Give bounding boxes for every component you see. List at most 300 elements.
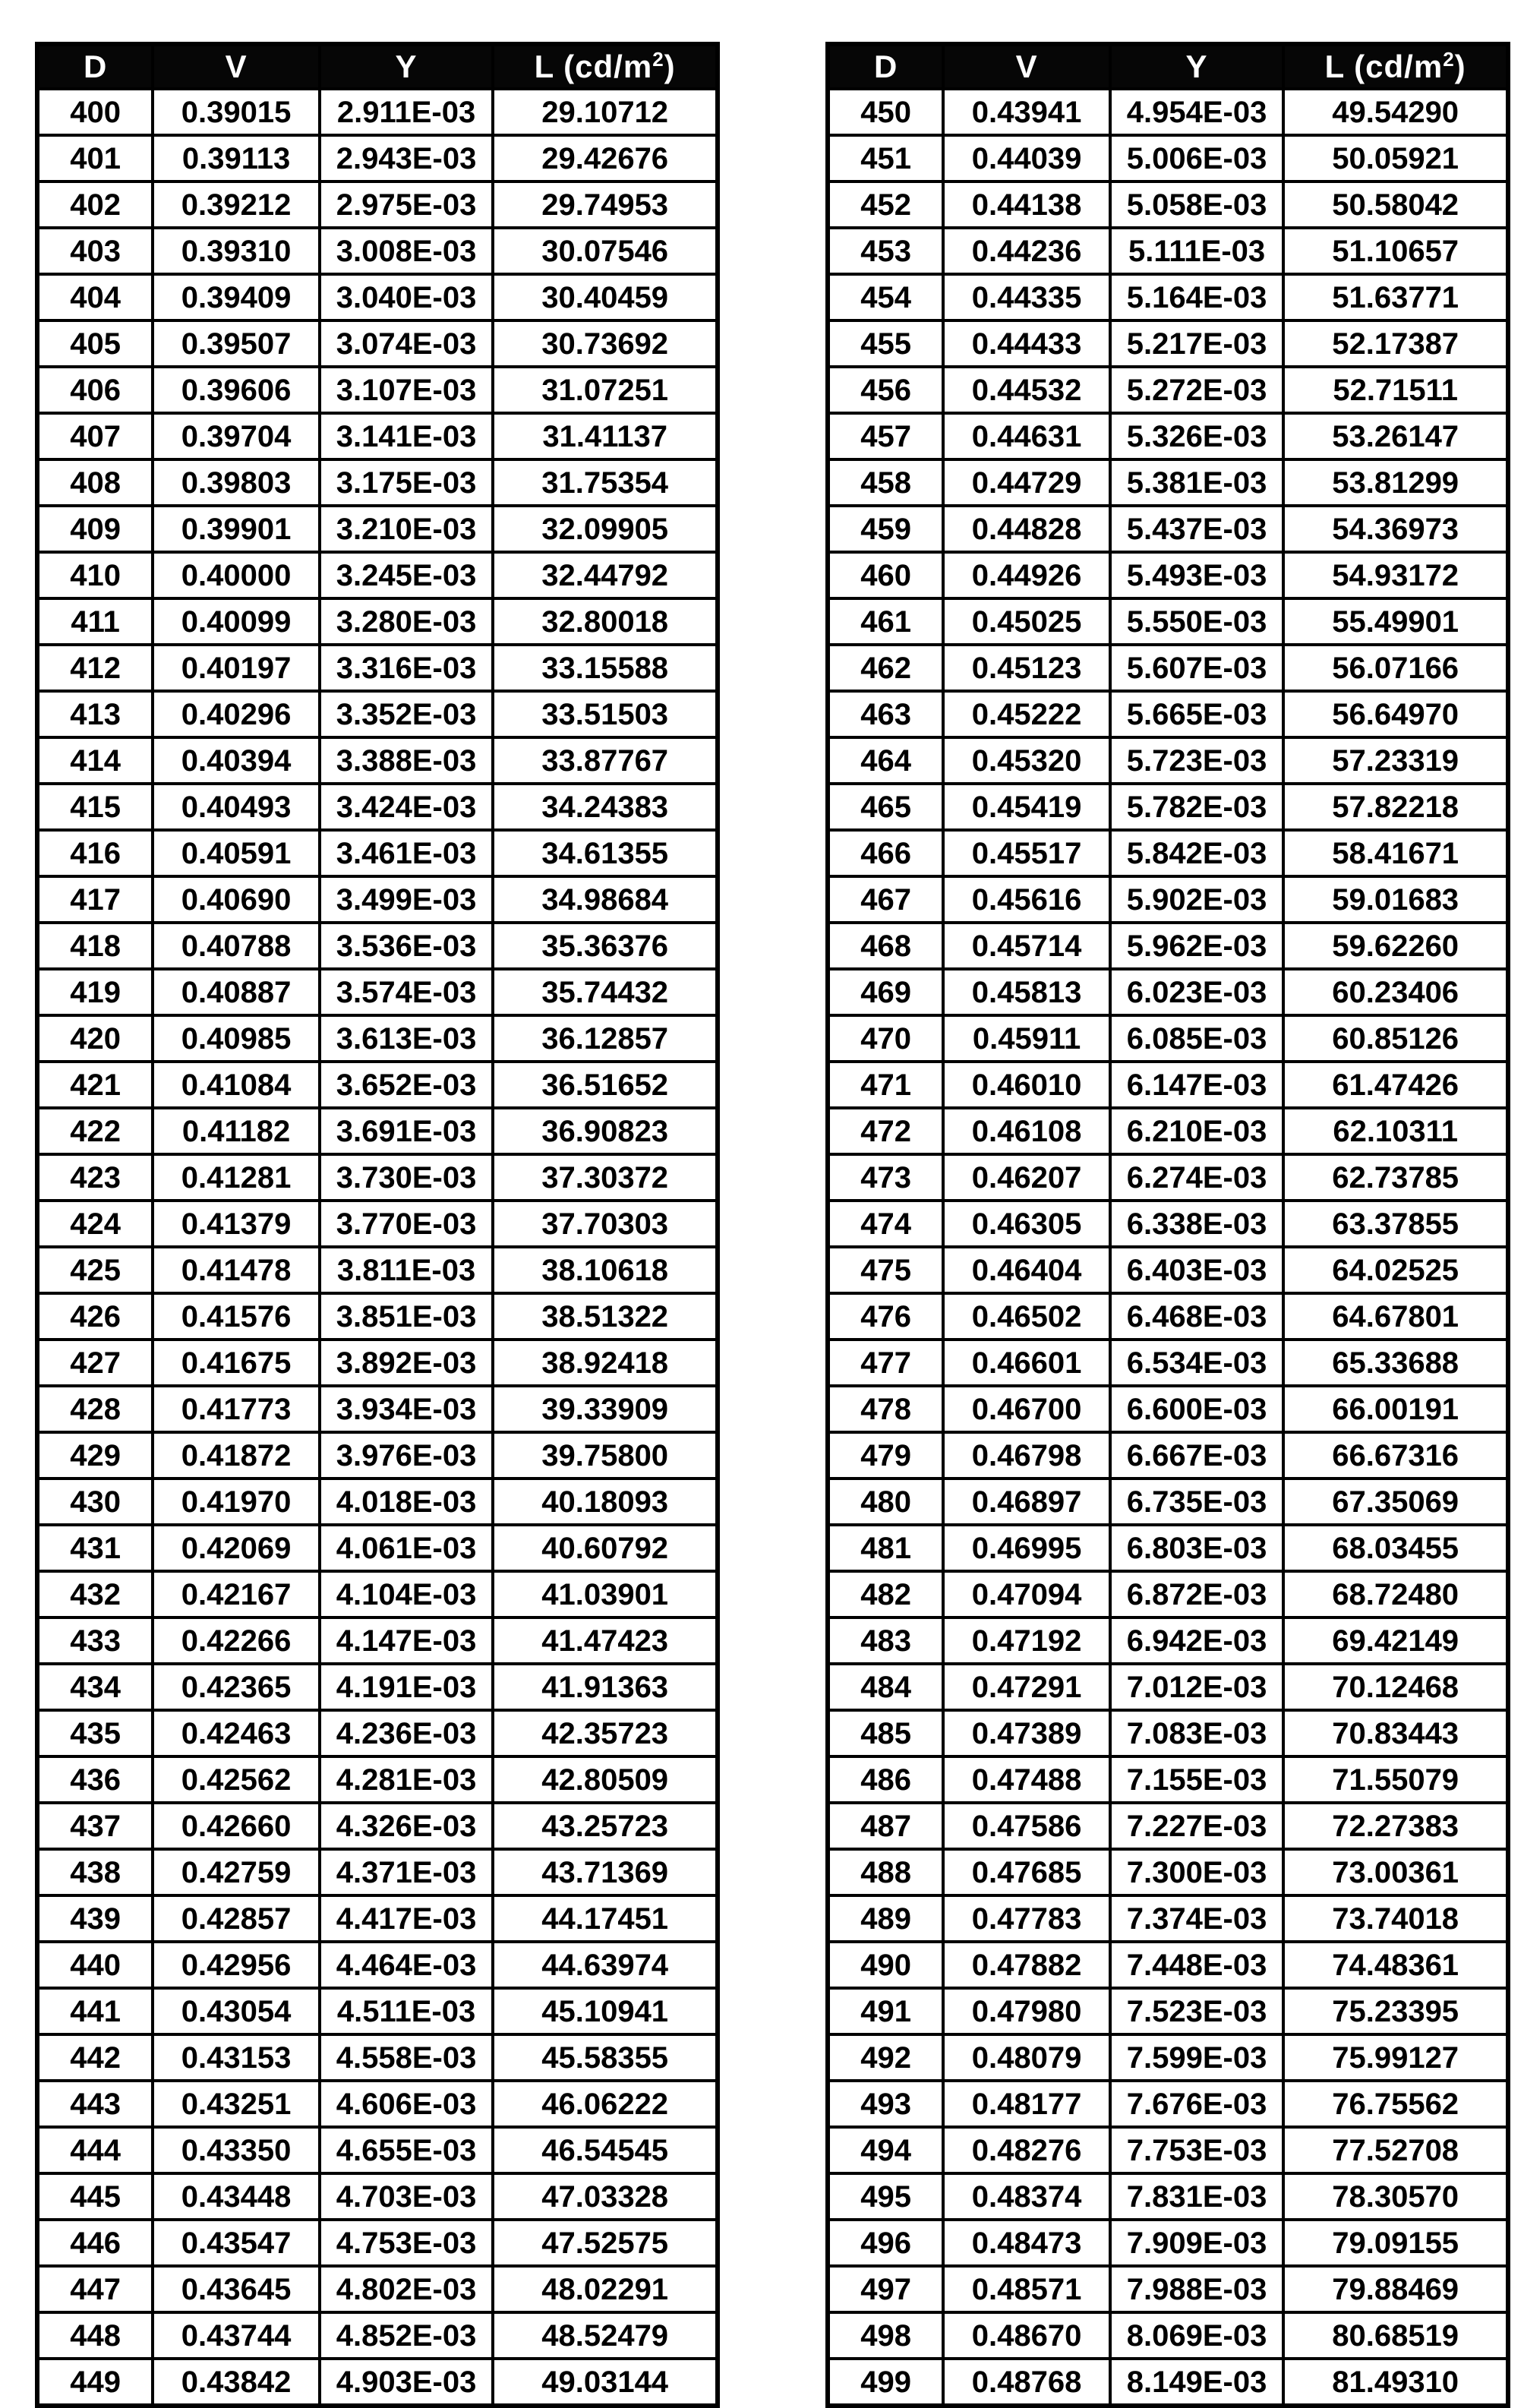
table-cell: 0.42759 [153, 1849, 320, 1895]
column-header-d: D [828, 44, 943, 89]
table-cell: 0.47882 [943, 1942, 1110, 1988]
table-cell: 0.44335 [943, 274, 1110, 320]
table-row [37, 2220, 718, 2266]
table-row [828, 1664, 1508, 1710]
table-cell: 0.45123 [943, 645, 1110, 691]
table-cell: 0.44138 [943, 181, 1110, 228]
table-cell: 453 [828, 228, 943, 274]
table-cell: 0.45419 [943, 784, 1110, 830]
table-cell: 5.550E-03 [1110, 598, 1283, 645]
table-cell: 71.55079 [1283, 1756, 1508, 1803]
table-cell: 6.210E-03 [1110, 1108, 1283, 1154]
table-cell: 403 [37, 228, 153, 274]
table-cell: 50.58042 [1283, 181, 1508, 228]
table-cell: 32.80018 [493, 598, 718, 645]
table-cell: 52.71511 [1283, 367, 1508, 413]
table-row [37, 1340, 718, 1386]
table-cell: 0.40887 [153, 969, 320, 1015]
table-cell: 0.48473 [943, 2220, 1110, 2266]
table-row [828, 2127, 1508, 2173]
table-cell: 0.46108 [943, 1108, 1110, 1154]
table-cell: 4.417E-03 [320, 1895, 493, 1942]
table-cell: 46.06222 [493, 2081, 718, 2127]
table-cell: 488 [828, 1849, 943, 1895]
table-cell: 460 [828, 552, 943, 598]
table-cell: 0.40591 [153, 830, 320, 876]
table-cell: 472 [828, 1108, 943, 1154]
table-row [37, 1617, 718, 1664]
table-cell: 420 [37, 1015, 153, 1062]
table-cell: 0.41084 [153, 1062, 320, 1108]
table-row [37, 413, 718, 459]
table-cell: 37.70303 [493, 1201, 718, 1247]
table-cell: 492 [828, 2034, 943, 2081]
table-cell: 470 [828, 1015, 943, 1062]
table-cell: 0.46010 [943, 1062, 1110, 1108]
table-cell: 50.05921 [1283, 135, 1508, 181]
table-cell: 459 [828, 506, 943, 552]
table-cell: 59.01683 [1283, 876, 1508, 923]
table-cell: 79.09155 [1283, 2220, 1508, 2266]
table-cell: 5.058E-03 [1110, 181, 1283, 228]
table-cell: 0.46897 [943, 1479, 1110, 1525]
table-cell: 29.74953 [493, 181, 718, 228]
table-cell: 6.942E-03 [1110, 1617, 1283, 1664]
table-cell: 440 [37, 1942, 153, 1988]
table-cell: 496 [828, 2220, 943, 2266]
table-cell: 455 [828, 320, 943, 367]
table-cell: 6.468E-03 [1110, 1293, 1283, 1340]
table-cell: 38.92418 [493, 1340, 718, 1386]
table-cell: 56.64970 [1283, 691, 1508, 737]
table-cell: 54.36973 [1283, 506, 1508, 552]
table-cell: 64.02525 [1283, 1247, 1508, 1293]
table-row [828, 2359, 1508, 2406]
table-cell: 0.39310 [153, 228, 320, 274]
table-cell: 53.81299 [1283, 459, 1508, 506]
table-cell: 32.09905 [493, 506, 718, 552]
table-cell: 52.17387 [1283, 320, 1508, 367]
table-cell: 0.44926 [943, 552, 1110, 598]
table-cell: 7.599E-03 [1110, 2034, 1283, 2081]
column-header-l [1283, 44, 1508, 89]
table-cell: 3.175E-03 [320, 459, 493, 506]
table-row [828, 1803, 1508, 1849]
table-cell: 0.45911 [943, 1015, 1110, 1062]
table-cell: 0.45025 [943, 598, 1110, 645]
table-cell: 6.403E-03 [1110, 1247, 1283, 1293]
table-cell: 414 [37, 737, 153, 784]
table-cell: 6.735E-03 [1110, 1479, 1283, 1525]
table-cell: 3.316E-03 [320, 645, 493, 691]
table-row [37, 1247, 718, 1293]
table-cell: 0.43842 [153, 2359, 320, 2406]
table-cell: 419 [37, 969, 153, 1015]
table-cell: 479 [828, 1432, 943, 1479]
table-cell: 478 [828, 1386, 943, 1432]
table-cell: 485 [828, 1710, 943, 1756]
table-cell: 58.41671 [1283, 830, 1508, 876]
table-cell: 0.48079 [943, 2034, 1110, 2081]
table-cell: 4.606E-03 [320, 2081, 493, 2127]
table-cell: 30.40459 [493, 274, 718, 320]
table-cell: 463 [828, 691, 943, 737]
table-cell: 436 [37, 1756, 153, 1803]
table-cell: 43.25723 [493, 1803, 718, 1849]
table-cell: 0.39704 [153, 413, 320, 459]
table-cell: 407 [37, 413, 153, 459]
table-row [828, 645, 1508, 691]
table-cell: 0.45813 [943, 969, 1110, 1015]
table-cell: 5.006E-03 [1110, 135, 1283, 181]
table-row [828, 89, 1508, 135]
table-row [37, 2081, 718, 2127]
table-row [37, 923, 718, 969]
table-cell: 49.03144 [493, 2359, 718, 2406]
table-row [828, 552, 1508, 598]
table-row [37, 830, 718, 876]
table-cell: 0.46798 [943, 1432, 1110, 1479]
table-cell: 3.934E-03 [320, 1386, 493, 1432]
table-cell: 37.30372 [493, 1154, 718, 1201]
table-cell: 36.90823 [493, 1108, 718, 1154]
table-cell: 494 [828, 2127, 943, 2173]
table-row [828, 2034, 1508, 2081]
table-cell: 6.667E-03 [1110, 1432, 1283, 1479]
table-cell: 0.47488 [943, 1756, 1110, 1803]
table-cell: 428 [37, 1386, 153, 1432]
table-cell: 3.245E-03 [320, 552, 493, 598]
table-cell: 0.46305 [943, 1201, 1110, 1247]
table-cell: 0.47094 [943, 1571, 1110, 1617]
table-cell: 42.80509 [493, 1756, 718, 1803]
table-cell: 0.42266 [153, 1617, 320, 1664]
table-row [828, 2266, 1508, 2312]
table-cell: 4.852E-03 [320, 2312, 493, 2359]
table-cell: 430 [37, 1479, 153, 1525]
table-cell: 47.52575 [493, 2220, 718, 2266]
table-cell: 30.73692 [493, 320, 718, 367]
table-cell: 0.47291 [943, 1664, 1110, 1710]
table-cell: 425 [37, 1247, 153, 1293]
table-cell: 406 [37, 367, 153, 413]
table-cell: 0.48276 [943, 2127, 1110, 2173]
table-row [828, 1895, 1508, 1942]
table-cell: 412 [37, 645, 153, 691]
table-cell: 49.54290 [1283, 89, 1508, 135]
table-cell: 5.607E-03 [1110, 645, 1283, 691]
table-cell: 451 [828, 135, 943, 181]
header-row [37, 44, 718, 89]
table-cell: 491 [828, 1988, 943, 2034]
table-row [828, 1386, 1508, 1432]
table-cell: 65.33688 [1283, 1340, 1508, 1386]
table-cell: 41.03901 [493, 1571, 718, 1617]
table-cell: 39.75800 [493, 1432, 718, 1479]
table-cell: 48.02291 [493, 2266, 718, 2312]
table-row [37, 1942, 718, 1988]
table-cell: 0.45517 [943, 830, 1110, 876]
table-cell: 66.67316 [1283, 1432, 1508, 1479]
table-cell: 33.51503 [493, 691, 718, 737]
l-unit-superscript: 2 [1443, 48, 1455, 71]
table-row [37, 228, 718, 274]
table-cell: 3.352E-03 [320, 691, 493, 737]
table-cell: 4.655E-03 [320, 2127, 493, 2173]
table-cell: 69.42149 [1283, 1617, 1508, 1664]
table-cell: 443 [37, 2081, 153, 2127]
table-cell: 0.41576 [153, 1293, 320, 1340]
table-cell: 454 [828, 274, 943, 320]
table-cell: 6.338E-03 [1110, 1201, 1283, 1247]
table-row [828, 135, 1508, 181]
table-row [37, 1849, 718, 1895]
table-cell: 0.40394 [153, 737, 320, 784]
table-cell: 0.39507 [153, 320, 320, 367]
table-row [37, 1571, 718, 1617]
table-cell: 4.147E-03 [320, 1617, 493, 1664]
table-cell: 0.46207 [943, 1154, 1110, 1201]
table-cell: 435 [37, 1710, 153, 1756]
table-row [828, 1015, 1508, 1062]
table-cell: 7.227E-03 [1110, 1803, 1283, 1849]
table-cell: 41.47423 [493, 1617, 718, 1664]
table-row [37, 89, 718, 135]
table-cell: 0.42660 [153, 1803, 320, 1849]
table-cell: 498 [828, 2312, 943, 2359]
table-cell: 32.44792 [493, 552, 718, 598]
table-cell: 3.461E-03 [320, 830, 493, 876]
table-cell: 66.00191 [1283, 1386, 1508, 1432]
table-row [37, 691, 718, 737]
table-cell: 404 [37, 274, 153, 320]
table-cell: 5.493E-03 [1110, 552, 1283, 598]
table-cell: 75.23395 [1283, 1988, 1508, 2034]
table-cell: 4.018E-03 [320, 1479, 493, 1525]
table-cell: 3.811E-03 [320, 1247, 493, 1293]
table-row [828, 274, 1508, 320]
table-cell: 437 [37, 1803, 153, 1849]
table-cell: 4.464E-03 [320, 1942, 493, 1988]
table-cell: 34.24383 [493, 784, 718, 830]
table-row [37, 1664, 718, 1710]
table-cell: 4.061E-03 [320, 1525, 493, 1571]
table-cell: 458 [828, 459, 943, 506]
table-row [37, 1895, 718, 1942]
table-cell: 7.988E-03 [1110, 2266, 1283, 2312]
table-cell: 474 [828, 1201, 943, 1247]
table-cell: 405 [37, 320, 153, 367]
table-cell: 3.424E-03 [320, 784, 493, 830]
table-cell: 450 [828, 89, 943, 135]
table-cell: 42.35723 [493, 1710, 718, 1756]
table-cell: 4.703E-03 [320, 2173, 493, 2220]
table-cell: 0.43153 [153, 2034, 320, 2081]
table-cell: 0.39212 [153, 181, 320, 228]
table-cell: 0.45320 [943, 737, 1110, 784]
table-row [828, 459, 1508, 506]
table-row [828, 1988, 1508, 2034]
table-cell: 59.62260 [1283, 923, 1508, 969]
table-cell: 467 [828, 876, 943, 923]
table-cell: 3.730E-03 [320, 1154, 493, 1201]
table-cell: 0.47192 [943, 1617, 1110, 1664]
table-cell: 0.40690 [153, 876, 320, 923]
table-row [828, 1154, 1508, 1201]
table-row [37, 598, 718, 645]
table-cell: 0.43941 [943, 89, 1110, 135]
table-cell: 75.99127 [1283, 2034, 1508, 2081]
table-cell: 79.88469 [1283, 2266, 1508, 2312]
table-row [828, 2312, 1508, 2359]
table-row [37, 784, 718, 830]
table-row [37, 320, 718, 367]
table-cell: 466 [828, 830, 943, 876]
l-unit-suffix: ) [664, 49, 676, 84]
table-cell: 0.44039 [943, 135, 1110, 181]
table-cell: 3.280E-03 [320, 598, 493, 645]
table-cell: 0.48571 [943, 2266, 1110, 2312]
luminance-table-left [35, 42, 720, 2408]
table-cell: 3.770E-03 [320, 1201, 493, 1247]
table-cell: 5.962E-03 [1110, 923, 1283, 969]
table-cell: 477 [828, 1340, 943, 1386]
table-row [828, 876, 1508, 923]
table-cell: 410 [37, 552, 153, 598]
table-row [828, 737, 1508, 784]
table-row [37, 506, 718, 552]
table-cell: 6.147E-03 [1110, 1062, 1283, 1108]
table-cell: 4.281E-03 [320, 1756, 493, 1803]
table-cell: 0.45222 [943, 691, 1110, 737]
table-row [828, 1108, 1508, 1154]
table-cell: 5.782E-03 [1110, 784, 1283, 830]
table-cell: 480 [828, 1479, 943, 1525]
table-row [37, 1015, 718, 1062]
table-cell: 3.008E-03 [320, 228, 493, 274]
table-cell: 0.44631 [943, 413, 1110, 459]
table-cell: 5.665E-03 [1110, 691, 1283, 737]
table-cell: 0.40985 [153, 1015, 320, 1062]
table-row [37, 367, 718, 413]
table-row [37, 969, 718, 1015]
table-cell: 6.872E-03 [1110, 1571, 1283, 1617]
table-cell: 0.43054 [153, 1988, 320, 2034]
table-cell: 490 [828, 1942, 943, 1988]
table-row [828, 506, 1508, 552]
table-cell: 0.42365 [153, 1664, 320, 1710]
table-cell: 0.43448 [153, 2173, 320, 2220]
table-cell: 0.45714 [943, 923, 1110, 969]
table-cell: 31.75354 [493, 459, 718, 506]
table-cell: 421 [37, 1062, 153, 1108]
table-cell: 0.42167 [153, 1571, 320, 1617]
table-cell: 423 [37, 1154, 153, 1201]
table-cell: 3.851E-03 [320, 1293, 493, 1340]
l-unit-superscript: 2 [652, 48, 664, 71]
table-cell: 3.141E-03 [320, 413, 493, 459]
table-cell: 4.511E-03 [320, 1988, 493, 2034]
l-unit-prefix: L (cd/m [1324, 49, 1444, 84]
table-cell: 415 [37, 784, 153, 830]
table-cell: 0.44729 [943, 459, 1110, 506]
table-cell: 7.909E-03 [1110, 2220, 1283, 2266]
table-row [37, 1756, 718, 1803]
table-cell: 5.842E-03 [1110, 830, 1283, 876]
table-cell: 0.41182 [153, 1108, 320, 1154]
table-cell: 469 [828, 969, 943, 1015]
table-row [828, 320, 1508, 367]
table-cell: 7.155E-03 [1110, 1756, 1283, 1803]
table-cell: 4.104E-03 [320, 1571, 493, 1617]
table-cell: 483 [828, 1617, 943, 1664]
table-cell: 38.51322 [493, 1293, 718, 1340]
table-cell: 36.51652 [493, 1062, 718, 1108]
table-cell: 0.41379 [153, 1201, 320, 1247]
table-cell: 0.40000 [153, 552, 320, 598]
table-cell: 0.41675 [153, 1340, 320, 1386]
table-cell: 493 [828, 2081, 943, 2127]
table-cell: 3.536E-03 [320, 923, 493, 969]
table-cell: 5.272E-03 [1110, 367, 1283, 413]
table-cell: 427 [37, 1340, 153, 1386]
table-cell: 0.44532 [943, 367, 1110, 413]
table-cell: 408 [37, 459, 153, 506]
table-cell: 29.10712 [493, 89, 718, 135]
table-cell: 64.67801 [1283, 1293, 1508, 1340]
table-cell: 0.46502 [943, 1293, 1110, 1340]
table-cell: 3.107E-03 [320, 367, 493, 413]
column-header-y: Y [1110, 44, 1283, 89]
table-cell: 31.07251 [493, 367, 718, 413]
table-cell: 461 [828, 598, 943, 645]
table-cell: 456 [828, 367, 943, 413]
column-header-v: V [943, 44, 1110, 89]
table-row [828, 1201, 1508, 1247]
table-cell: 439 [37, 1895, 153, 1942]
table-cell: 0.42956 [153, 1942, 320, 1988]
table-row [37, 737, 718, 784]
table-row [37, 1988, 718, 2034]
table-cell: 6.534E-03 [1110, 1340, 1283, 1386]
table-row [37, 1803, 718, 1849]
luminance-table-right [825, 42, 1510, 2408]
table-cell: 0.40197 [153, 645, 320, 691]
table-row [37, 1386, 718, 1432]
table-cell: 0.46995 [943, 1525, 1110, 1571]
table-row [828, 2220, 1508, 2266]
table-cell: 8.069E-03 [1110, 2312, 1283, 2359]
table-row [37, 1062, 718, 1108]
table-cell: 0.46601 [943, 1340, 1110, 1386]
table-row [37, 1108, 718, 1154]
table-cell: 416 [37, 830, 153, 876]
table-cell: 40.60792 [493, 1525, 718, 1571]
table-cell: 80.68519 [1283, 2312, 1508, 2359]
table-cell: 57.23319 [1283, 737, 1508, 784]
table-cell: 442 [37, 2034, 153, 2081]
table-cell: 0.40099 [153, 598, 320, 645]
table-cell: 431 [37, 1525, 153, 1571]
table-cell: 422 [37, 1108, 153, 1154]
table-cell: 7.831E-03 [1110, 2173, 1283, 2220]
table-cell: 0.39113 [153, 135, 320, 181]
table-cell: 481 [828, 1525, 943, 1571]
table-cell: 4.802E-03 [320, 2266, 493, 2312]
table-cell: 35.74432 [493, 969, 718, 1015]
table-cell: 78.30570 [1283, 2173, 1508, 2220]
table-cell: 5.326E-03 [1110, 413, 1283, 459]
